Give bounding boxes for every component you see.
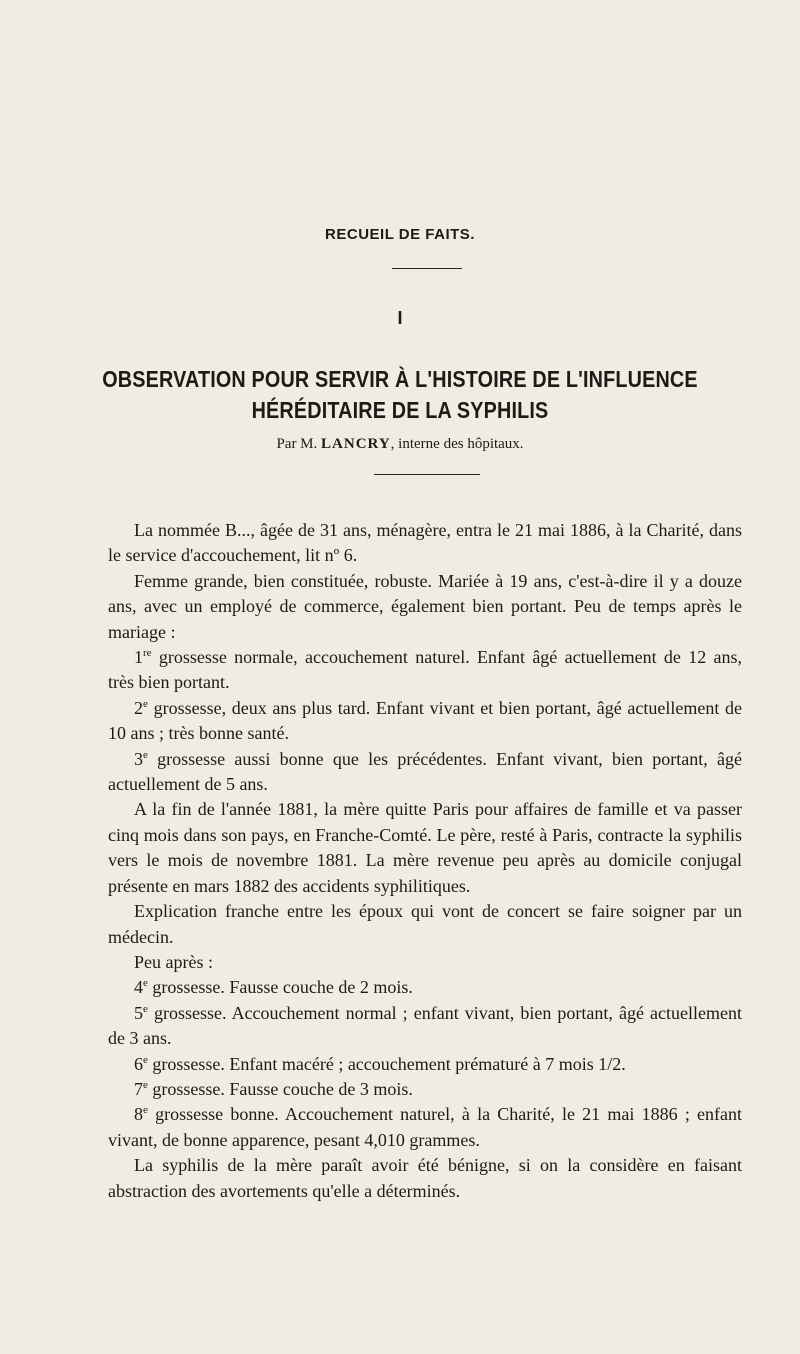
paragraph: Femme grande, bien constituée, robuste. Mariée à 19 ans, c'est-à-dire il y a douze ans, avec un employé de commerce, également bien portant. Peu de temps après le mariage :	[108, 570, 742, 642]
author-name: LANCRY	[321, 436, 391, 452]
byline-suffix: , interne des hôpitaux.	[390, 436, 524, 452]
paragraph: 2e grossesse, deux ans plus tard. Enfant vivant et bien portant, âgé actuellement de 10 ans ; très bonne santé.	[108, 697, 743, 744]
article-number: I	[397, 308, 403, 328]
paragraph: La nommée B..., âgée de 31 ans, ménagère, entra le 21 mai 1886, à la Charité, dans le service d'accouchement, lit nº 6.	[108, 520, 742, 566]
paragraph: 1re grossesse normale, accouchement naturel. Enfant âgé actuellement de 12 ans, très bien portant.	[108, 647, 743, 693]
heading-rule	[392, 268, 462, 269]
article-title	[56, 364, 744, 426]
title-line-2: HÉRÉDITAIRE DE LA SYPHILIS	[251, 397, 549, 423]
paragraph: 5e grossesse. Accouchement normal ; enfant vivant, bien portant, âgé actuellement de 3 ans.	[108, 1002, 743, 1049]
byline-prefix: Par M.	[276, 436, 318, 452]
title-line-1: OBSERVATION POUR SERVIR À L'HISTOIRE DE L'INFLUENCE	[102, 366, 698, 392]
article-body	[108, 518, 742, 1204]
paragraph: 8e grossesse bonne. Accouchement naturel, à la Charité, le 21 mai 1886 ; enfant vivant, de bonne apparence, pesant 4,010 grammes.	[108, 1104, 743, 1150]
section-heading: RECUEIL DE FAITS.	[325, 226, 475, 243]
paragraph: La syphilis de la mère paraît avoir été bénigne, si on la considère en faisant abstraction des avortements qu'elle a déterminés.	[108, 1155, 742, 1201]
paragraph: 7e grossesse. Fausse couche de 3 mois.	[134, 1078, 413, 1099]
paragraph: 4e grossesse. Fausse couche de 2 mois.	[134, 977, 413, 998]
paragraph: 3e grossesse aussi bonne que les précédentes. Enfant vivant, bien portant, âgé actuellement de 5 ans.	[108, 748, 743, 795]
paragraph: 6e grossesse. Enfant macéré ; accouchement prématuré à 7 mois 1/2.	[134, 1053, 626, 1074]
paragraph: Explication franche entre les époux qui vont de concert se faire soigner par un médecin.	[108, 901, 742, 947]
byline	[0, 436, 800, 453]
paragraph: Peu après :	[134, 951, 213, 972]
title-rule	[374, 474, 480, 475]
paragraph: A la fin de l'année 1881, la mère quitte Paris pour affaires de famille et va passer cinq mois dans son pays, en Franche-Comté. Le père, resté à Paris, contracte la syphilis vers le mois de novembre 1881. La mère revenue peu après au domicile conjugal présente en mars 1882 des accidents syphilitiques.	[108, 799, 742, 896]
